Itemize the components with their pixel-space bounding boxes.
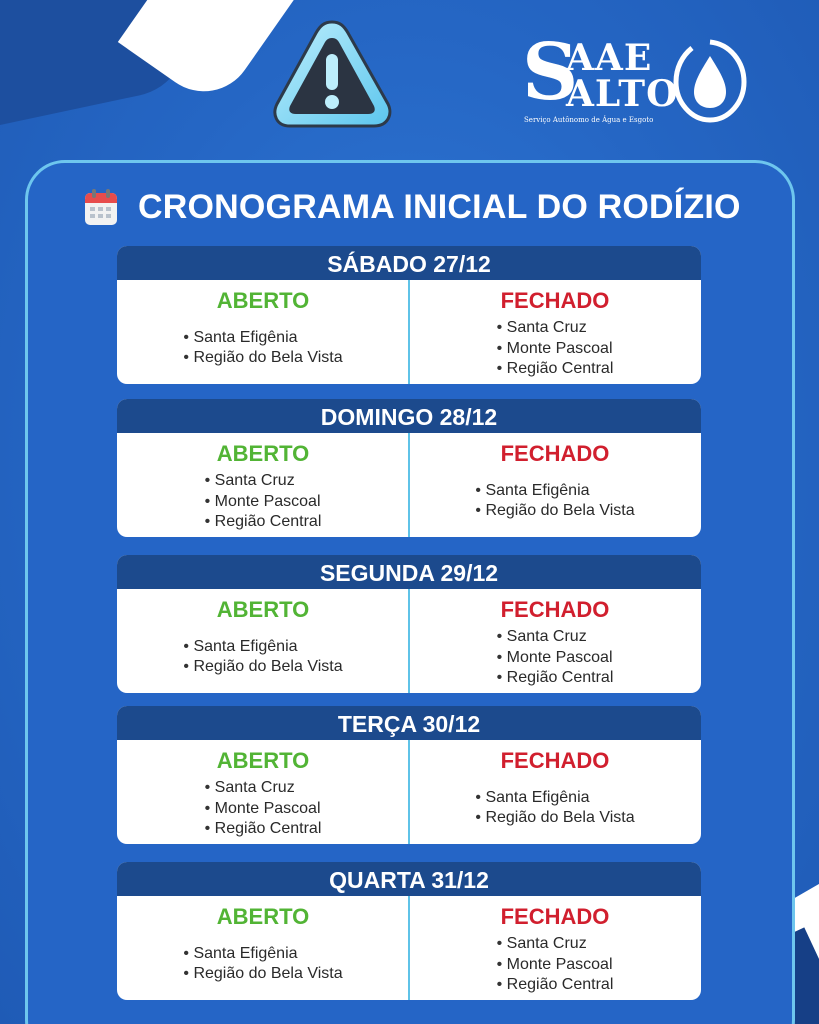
closed-column — [409, 589, 701, 693]
title-row — [84, 184, 741, 230]
day-body — [117, 280, 701, 384]
open-status-label: ABERTO — [216, 597, 310, 622]
open-column — [117, 740, 409, 844]
closed-status-label: FECHADO — [500, 288, 610, 313]
saae-salto-logo — [522, 27, 750, 132]
region-item: • Santa Efigênia — [183, 637, 342, 658]
region-list — [497, 627, 614, 693]
closed-status-label: FECHADO — [500, 597, 610, 622]
region-item: • Santa Cruz — [205, 778, 322, 799]
region-item: • Região do Bela Vista — [475, 501, 634, 522]
open-status-label: ABERTO — [216, 904, 310, 929]
day-body — [117, 589, 701, 693]
logo-letter: S — [522, 27, 579, 118]
logo-line1: AAE — [566, 37, 653, 79]
region-item: • Região do Bela Vista — [183, 657, 342, 678]
day-body — [117, 740, 701, 844]
day-header: DOMINGO 28/12 — [117, 399, 701, 433]
closed-status-label: FECHADO — [500, 748, 610, 773]
day-header: SEGUNDA 29/12 — [117, 555, 701, 589]
closed-column — [409, 280, 701, 384]
region-item: • Região Central — [497, 975, 614, 996]
region-list — [475, 778, 634, 844]
day-header: QUARTA 31/12 — [117, 862, 701, 896]
day-header: TERÇA 30/12 — [117, 706, 701, 740]
region-item: • Santa Efigênia — [475, 481, 634, 502]
region-list — [183, 627, 342, 693]
day-body — [117, 433, 701, 537]
warning-icon — [270, 14, 395, 132]
closed-column — [409, 896, 701, 1000]
water-drop-icon — [672, 38, 748, 124]
region-list — [497, 934, 614, 1000]
logo-line2: ALTO — [566, 73, 679, 115]
open-column — [117, 280, 409, 384]
region-item: • Monte Pascoal — [497, 955, 614, 976]
region-list — [497, 318, 614, 384]
region-item: • Santa Efigênia — [475, 788, 634, 809]
day-card — [117, 246, 701, 384]
region-list — [183, 934, 342, 1000]
logo-subtitle: Serviço Autônomo de Água e Esgoto — [524, 116, 654, 124]
calendar-icon — [84, 188, 118, 226]
region-item: • Santa Cruz — [497, 627, 614, 648]
region-item: • Monte Pascoal — [205, 799, 322, 820]
open-column — [117, 433, 409, 537]
region-list — [205, 471, 322, 537]
closed-status-label: FECHADO — [500, 441, 610, 466]
open-status-label: ABERTO — [216, 288, 310, 313]
region-item: • Região do Bela Vista — [475, 808, 634, 829]
day-card — [117, 862, 701, 1000]
region-item: • Santa Cruz — [497, 318, 614, 339]
page-title: CRONOGRAMA INICIAL DO RODÍZIO — [138, 187, 741, 226]
column-divider — [408, 589, 410, 693]
day-card — [117, 706, 701, 844]
day-body — [117, 896, 701, 1000]
region-item: • Monte Pascoal — [497, 648, 614, 669]
day-header: SÁBADO 27/12 — [117, 246, 701, 280]
region-list — [475, 471, 634, 537]
region-item: • Santa Cruz — [205, 471, 322, 492]
day-card — [117, 399, 701, 537]
closed-status-label: FECHADO — [500, 904, 610, 929]
column-divider — [408, 896, 410, 1000]
column-divider — [408, 433, 410, 537]
open-status-label: ABERTO — [216, 748, 310, 773]
region-item: • Região Central — [205, 819, 322, 840]
open-column — [117, 896, 409, 1000]
region-item: • Monte Pascoal — [497, 339, 614, 360]
region-item: • Santa Cruz — [497, 934, 614, 955]
closed-column — [409, 740, 701, 844]
region-list — [205, 778, 322, 844]
region-item: • Região Central — [497, 668, 614, 689]
closed-column — [409, 433, 701, 537]
column-divider — [408, 740, 410, 844]
region-item: • Santa Efigênia — [183, 328, 342, 349]
region-item: • Região do Bela Vista — [183, 348, 342, 369]
open-column — [117, 589, 409, 693]
open-status-label: ABERTO — [216, 441, 310, 466]
region-item: • Santa Efigênia — [183, 944, 342, 965]
region-item: • Região Central — [497, 359, 614, 380]
region-item: • Região do Bela Vista — [183, 964, 342, 985]
region-item: • Monte Pascoal — [205, 492, 322, 513]
region-item: • Região Central — [205, 512, 322, 533]
day-card — [117, 555, 701, 693]
region-list — [183, 318, 342, 384]
column-divider — [408, 280, 410, 384]
